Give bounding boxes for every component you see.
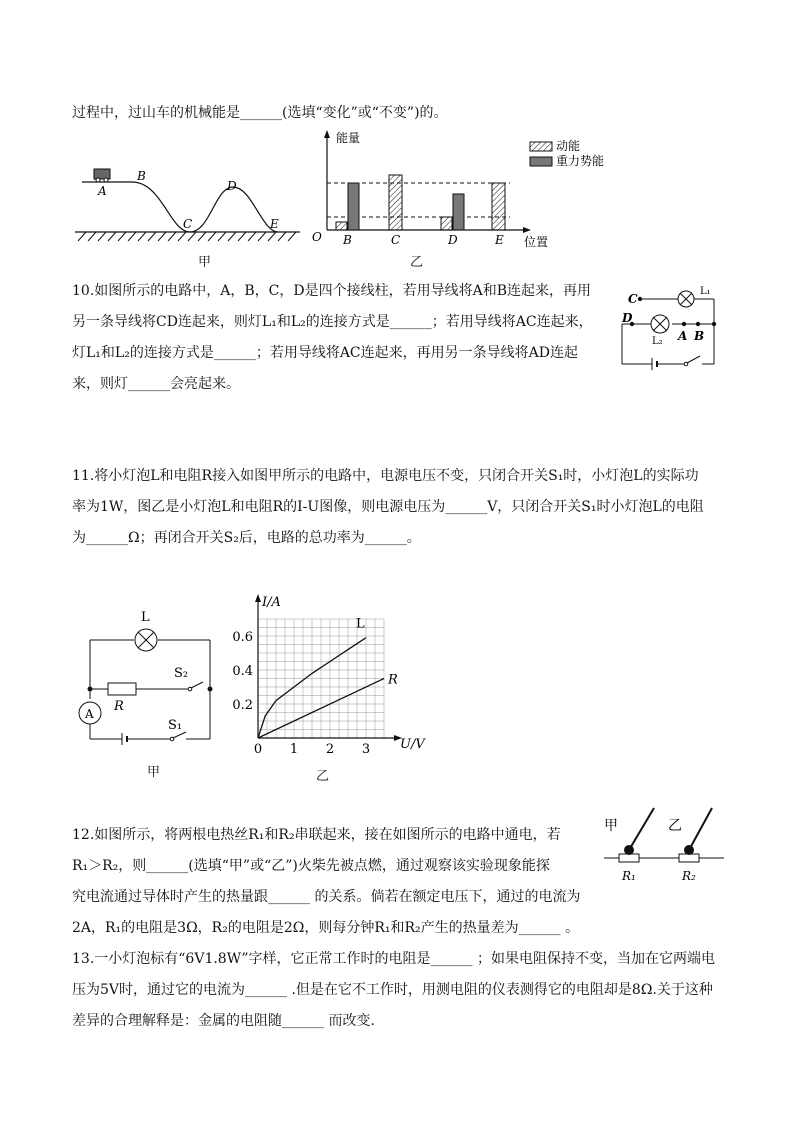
series-r-label: R [388,672,398,688]
label-r1: R₁ [622,869,636,883]
resistor-icon [108,683,136,695]
match-heating-figure [600,800,730,890]
match-head-yi [684,845,694,855]
x-axis-arrow-icon [523,227,531,233]
x-tick-1: 1 [289,742,299,757]
q13-line-2: 压为5V时，通过它的电流为______ .但是在它不工作时，用测电阻的仪表测得它的电阻却是8Ω.关于这种 [72,982,713,998]
lamp-label: L [141,610,150,625]
terminal-b [696,322,700,326]
point-b-label: B [137,169,146,183]
label-l2: L₂ [652,336,663,347]
iu-chart [228,588,438,760]
legend-kinetic-swatch [530,142,552,151]
chart-xlabel: U/V [400,737,425,752]
switch-s2-label: S₂ [174,666,189,681]
q12-line-1: 12.如图所示，将两根电热丝R₁和R₂串联起来，接在如图所示的电路中通电，若 [72,827,561,843]
bar-d-potential [453,194,464,230]
chart-y-arrow-icon [255,594,261,602]
y-tick-0.4: 0.4 [232,664,253,679]
legend-potential-label: 重力势能 [556,154,605,168]
ammeter-label: A [85,707,94,721]
category-b-label: B [343,233,352,247]
q13-line-1: 13.一小灯泡标有“6V1.8W”字样，它正常工作时的电阻是______ ；如果电阻保持不变，当加在它两端电 [72,951,715,967]
bar-b-kinetic [336,222,347,230]
legend-potential-swatch [530,157,552,166]
point-a-label: A [98,184,107,198]
bar-b-potential [348,183,359,230]
q10-line-3: 灯L₁和L₂的连接方式是______；若用导线将AC连起来，再用另一条导线将AD连起 [72,345,578,361]
label-b: B [694,329,705,343]
series-l-label: L [356,616,365,632]
q12-line-2: R₁＞R₂，则______(选填“甲”或“乙”)火柴先被点燃，通过观察该实验现象能探 [72,858,550,874]
point-d-label: D [227,179,237,193]
category-d-label: D [448,233,458,247]
resistor-label: R [114,699,124,714]
label-yi: 乙 [668,818,682,834]
q11-circuit-figure [70,605,220,750]
terminal-a [682,322,686,326]
legend-kinetic-label: 动能 [556,139,581,153]
origin-label: O [312,230,322,244]
match-head-jia [624,845,634,855]
chart-grid [258,616,384,738]
energy-bar-figure [300,128,620,253]
y-tick-0.6: 0.6 [232,630,253,645]
label-c: C [628,292,638,306]
cart-icon [94,169,110,179]
q11-line-3: 为______Ω；再闭合开关S₂后，电路的总功率为______。 [72,530,421,546]
resistor-r1-icon [619,854,639,862]
label-r2: R₂ [682,869,696,883]
category-e-label: E [495,233,504,247]
label-d: D [622,311,633,325]
chart-yi-caption: 乙 [316,769,330,784]
bar-e-kinetic [492,183,505,230]
junction-dot [208,687,213,692]
match-yi-icon [689,808,712,850]
x-tick-3: 3 [361,742,371,757]
q10-circuit-figure [618,282,728,370]
figure-yi-caption: 乙 [410,255,424,270]
y-axis-arrow-icon [324,130,330,138]
switch-s1-label: S₁ [168,718,183,733]
q11-line-1: 11.将小灯泡L和电阻R接入如图甲所示的电路中，电源电压不变，只闭合开关S₁时，小灯泡L的实际功 [72,468,699,484]
q12-line-4: 2A，R₁的电阻是3Ω，R₂的电阻是2Ω，则每分钟R₁和R₂产生的热量差为______ 。 [72,920,580,936]
x-tick-0: 0 [253,742,263,757]
ground-hatching [78,232,296,241]
bar-c-kinetic [389,175,402,230]
q11-line-2: 率为1W，图乙是小灯泡L和电阻R的I-U图像，则电源电压为______V，只闭合开关S₁时小灯泡L的电阻 [72,499,704,515]
track-curve [82,182,278,232]
q13-line-3: 差异的合理解释是：金属的电阻随______ 而改变. [72,1013,375,1029]
label-a: A [678,329,688,343]
q9-line-1: 过程中，过山车的机械能是______(选填“变化”或“不变”)的。 [72,105,448,121]
point-c-label: C [183,217,193,231]
resistor-r2-icon [679,854,699,862]
x-axis-label: 位置 [524,235,549,249]
circuit-jia-caption: 甲 [147,765,161,780]
q12-line-3: 究电流通过导体时产生的热量跟______ 的关系。倘若在额定电压下，通过的电流为 [72,889,581,905]
y-tick-0.2: 0.2 [232,698,253,713]
category-c-label: C [391,233,401,247]
roller-coaster-figure [70,162,305,242]
q10-line-2: 另一条导线将CD连起来，则灯L₁和L₂的连接方式是______；若用导线将AC连起来， [72,314,593,330]
match-jia-icon [629,808,654,850]
q10-line-1: 10.如图所示的电路中，A，B，C，D是四个接线柱，若用导线将A和B连起来，再用 [72,283,591,299]
bar-d-kinetic [441,217,452,230]
label-l1: L₁ [700,286,711,297]
y-axis-label: 能量 [336,131,361,145]
q10-line-4: 来，则灯______会亮起来。 [72,376,240,392]
cart-wheel-icon [96,178,100,182]
chart-ylabel: I/A [262,595,281,610]
label-jia: 甲 [604,818,618,834]
x-tick-2: 2 [325,742,335,757]
cart-wheel-icon [104,178,108,182]
terminal-c [638,297,642,301]
figure-jia-caption: 甲 [198,255,212,270]
point-e-label: E [270,217,279,231]
